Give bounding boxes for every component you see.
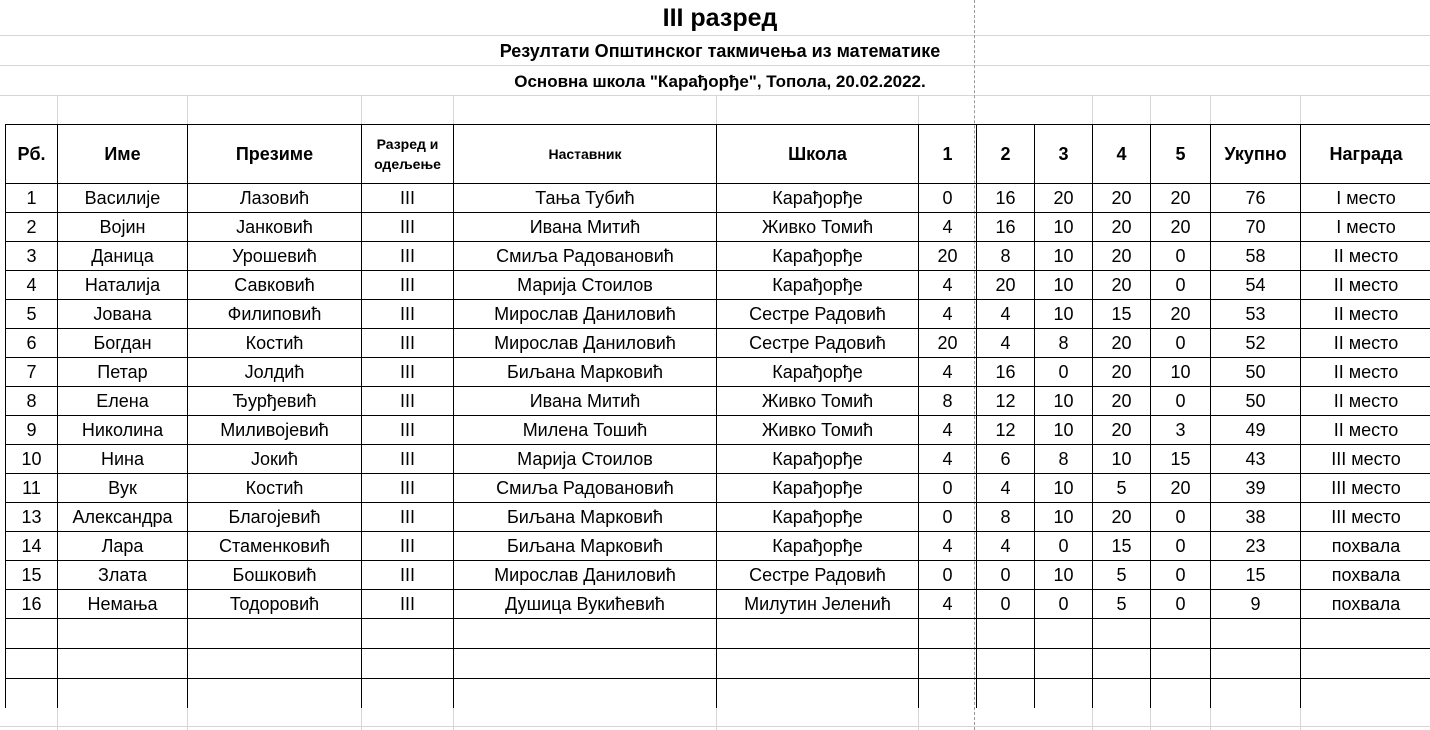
table-cell[interactable]: Душица Вукићевић — [454, 590, 717, 619]
table-cell[interactable]: 10 — [6, 445, 58, 474]
table-cell[interactable]: похвала — [1301, 532, 1430, 561]
table-cell[interactable]: 4 — [919, 213, 977, 242]
table-cell[interactable]: 10 — [1035, 474, 1093, 503]
table-cell[interactable]: Стаменковић — [188, 532, 362, 561]
empty-cell[interactable] — [1211, 679, 1301, 709]
table-cell[interactable]: 0 — [1151, 561, 1211, 590]
table-cell[interactable]: 16 — [977, 184, 1035, 213]
table-cell[interactable]: 0 — [977, 590, 1035, 619]
table-cell[interactable]: 11 — [6, 474, 58, 503]
table-cell[interactable]: Јована — [58, 300, 188, 329]
table-cell[interactable]: 8 — [977, 503, 1035, 532]
table-cell[interactable]: 20 — [1093, 416, 1151, 445]
table-cell[interactable]: Костић — [188, 474, 362, 503]
empty-cell[interactable] — [1151, 619, 1211, 649]
table-cell[interactable]: 1 — [6, 184, 58, 213]
header-cell[interactable]: 1 — [919, 125, 977, 184]
empty-cell[interactable] — [454, 679, 717, 709]
table-cell[interactable]: 52 — [1211, 329, 1301, 358]
table-cell[interactable]: Василије — [58, 184, 188, 213]
table-row — [6, 387, 1430, 416]
table-cell[interactable]: III место — [1301, 474, 1430, 503]
table-cell[interactable]: Марија Стоилов — [454, 445, 717, 474]
table-cell[interactable]: Биљана Марковић — [454, 503, 717, 532]
table-cell[interactable]: 0 — [1151, 329, 1211, 358]
header-cell[interactable]: Презиме — [188, 125, 362, 184]
table-cell[interactable]: Карађорђе — [717, 445, 919, 474]
table-row — [6, 358, 1430, 387]
table-cell[interactable]: Наталија — [58, 271, 188, 300]
table-cell[interactable]: III — [362, 300, 454, 329]
table-cell[interactable]: 0 — [1151, 532, 1211, 561]
table-cell[interactable]: Живко Томић — [717, 416, 919, 445]
table-cell[interactable]: 10 — [1151, 358, 1211, 387]
table-cell[interactable]: III — [362, 387, 454, 416]
table-cell[interactable]: 43 — [1211, 445, 1301, 474]
table-cell[interactable]: 4 — [919, 445, 977, 474]
table-cell[interactable]: 4 — [919, 416, 977, 445]
table-cell[interactable]: Живко Томић — [717, 387, 919, 416]
table-cell[interactable]: 39 — [1211, 474, 1301, 503]
table-row — [6, 445, 1430, 474]
table-cell[interactable]: 4 — [919, 532, 977, 561]
table-cell[interactable]: 6 — [977, 445, 1035, 474]
table-cell[interactable]: 0 — [1151, 271, 1211, 300]
table-cell[interactable]: Карађорђе — [717, 474, 919, 503]
table-row — [6, 503, 1430, 532]
table-row — [6, 213, 1430, 242]
table-cell[interactable]: 3 — [1151, 416, 1211, 445]
table-cell[interactable]: 20 — [1093, 213, 1151, 242]
table-cell[interactable]: 16 — [977, 213, 1035, 242]
table-cell[interactable]: Мирослав Даниловић — [454, 561, 717, 590]
table-cell[interactable]: Живко Томић — [717, 213, 919, 242]
table-cell[interactable]: 6 — [6, 329, 58, 358]
table-cell[interactable]: II место — [1301, 416, 1430, 445]
table-row — [6, 271, 1430, 300]
table-cell[interactable]: 2 — [6, 213, 58, 242]
table-cell[interactable]: 5 — [6, 300, 58, 329]
table-cell[interactable]: Тодоровић — [188, 590, 362, 619]
empty-cell[interactable] — [1211, 649, 1301, 679]
table-cell[interactable]: Биљана Марковић — [454, 532, 717, 561]
table-cell[interactable]: 9 — [1211, 590, 1301, 619]
table-cell[interactable]: III — [362, 271, 454, 300]
empty-cell[interactable] — [6, 679, 58, 709]
table-cell[interactable]: 10 — [1035, 271, 1093, 300]
venue-subtitle: Основна школа "Карађорђе", Топола, 20.02.2022. — [514, 72, 926, 91]
table-cell[interactable]: Карађорђе — [717, 503, 919, 532]
empty-cell[interactable] — [977, 679, 1035, 709]
empty-cell[interactable] — [977, 649, 1035, 679]
header-cell[interactable]: 3 — [1035, 125, 1093, 184]
table-cell[interactable]: 15 — [1151, 445, 1211, 474]
empty-cell[interactable] — [1151, 679, 1211, 709]
table-cell[interactable]: 49 — [1211, 416, 1301, 445]
empty-cell[interactable] — [362, 649, 454, 679]
table-cell[interactable]: похвала — [1301, 590, 1430, 619]
table-cell[interactable]: 10 — [1035, 242, 1093, 271]
table-cell[interactable]: Карађорђе — [717, 358, 919, 387]
table-cell[interactable]: 20 — [1151, 300, 1211, 329]
table-cell[interactable]: 20 — [1093, 329, 1151, 358]
table-cell[interactable]: Карађорђе — [717, 184, 919, 213]
table-cell[interactable]: 0 — [1151, 503, 1211, 532]
table-cell[interactable]: Карађорђе — [717, 532, 919, 561]
table-cell[interactable]: 20 — [1151, 474, 1211, 503]
empty-cell[interactable] — [1301, 679, 1430, 709]
table-cell[interactable]: 0 — [1035, 590, 1093, 619]
table-cell[interactable]: 50 — [1211, 387, 1301, 416]
table-cell[interactable]: II место — [1301, 242, 1430, 271]
table-cell[interactable]: Сестре Радовић — [717, 300, 919, 329]
empty-cell[interactable] — [919, 679, 977, 709]
table-cell[interactable]: Николина — [58, 416, 188, 445]
table-cell[interactable]: 20 — [1093, 242, 1151, 271]
table-cell[interactable]: 53 — [1211, 300, 1301, 329]
table-cell[interactable]: Немања — [58, 590, 188, 619]
empty-cell[interactable] — [6, 619, 58, 649]
table-cell[interactable]: Бошковић — [188, 561, 362, 590]
table-cell[interactable]: III — [362, 474, 454, 503]
table-cell[interactable]: Вук — [58, 474, 188, 503]
table-cell[interactable]: Јолдић — [188, 358, 362, 387]
empty-row — [6, 619, 1430, 649]
empty-cell[interactable] — [362, 679, 454, 709]
table-cell[interactable]: 14 — [6, 532, 58, 561]
table-cell[interactable]: Лазовић — [188, 184, 362, 213]
table-cell[interactable]: 8 — [1035, 445, 1093, 474]
empty-row — [6, 649, 1430, 679]
table-cell[interactable]: 20 — [1151, 184, 1211, 213]
table-cell[interactable]: Биљана Марковић — [454, 358, 717, 387]
empty-cell[interactable] — [454, 649, 717, 679]
table-cell[interactable]: Сестре Радовић — [717, 329, 919, 358]
table-cell[interactable]: 5 — [1093, 561, 1151, 590]
table-cell[interactable]: 0 — [919, 561, 977, 590]
table-cell[interactable]: III — [362, 445, 454, 474]
table-cell[interactable]: Елена — [58, 387, 188, 416]
table-cell[interactable]: Мирослав Даниловић — [454, 329, 717, 358]
table-cell[interactable]: Карађорђе — [717, 242, 919, 271]
table-cell[interactable]: 54 — [1211, 271, 1301, 300]
table-cell[interactable]: 38 — [1211, 503, 1301, 532]
table-cell[interactable]: III — [362, 329, 454, 358]
empty-cell[interactable] — [1301, 649, 1430, 679]
table-cell[interactable]: 10 — [1093, 445, 1151, 474]
table-cell[interactable]: Сестре Радовић — [717, 561, 919, 590]
empty-cell[interactable] — [1151, 649, 1211, 679]
empty-cell[interactable] — [1093, 679, 1151, 709]
table-cell[interactable]: 0 — [919, 184, 977, 213]
table-cell[interactable]: 50 — [1211, 358, 1301, 387]
table-cell[interactable]: 15 — [1093, 300, 1151, 329]
table-cell[interactable]: 20 — [919, 242, 977, 271]
table-cell[interactable]: 10 — [1035, 561, 1093, 590]
table-cell[interactable]: 20 — [1093, 358, 1151, 387]
table-cell[interactable]: 10 — [1035, 416, 1093, 445]
table-cell[interactable]: 4 — [919, 271, 977, 300]
table-cell[interactable]: Тања Тубић — [454, 184, 717, 213]
empty-row — [6, 679, 1430, 709]
table-cell[interactable]: 0 — [1151, 590, 1211, 619]
empty-cell[interactable] — [919, 619, 977, 649]
empty-cell[interactable] — [1035, 619, 1093, 649]
table-cell[interactable]: 4 — [6, 271, 58, 300]
header-cell[interactable]: Рб. — [6, 125, 58, 184]
table-cell[interactable]: 0 — [1151, 242, 1211, 271]
competition-title: Резултати Општинског такмичења из математике — [499, 41, 941, 61]
empty-cell[interactable] — [1211, 619, 1301, 649]
table-cell[interactable]: Милутин Јеленић — [717, 590, 919, 619]
table-cell[interactable]: 70 — [1211, 213, 1301, 242]
table-cell[interactable]: III — [362, 503, 454, 532]
table-cell[interactable]: 5 — [1093, 590, 1151, 619]
table-cell[interactable]: Смиља Радовановић — [454, 242, 717, 271]
table-cell[interactable]: 0 — [919, 474, 977, 503]
empty-cell[interactable] — [1301, 619, 1430, 649]
table-cell[interactable]: III место — [1301, 445, 1430, 474]
table-cell[interactable]: Нина — [58, 445, 188, 474]
table-cell[interactable]: 15 — [1093, 532, 1151, 561]
empty-cell[interactable] — [1035, 649, 1093, 679]
table-cell[interactable]: 15 — [6, 561, 58, 590]
table-cell[interactable]: Благојевић — [188, 503, 362, 532]
header-row — [6, 125, 1430, 184]
empty-cell[interactable] — [188, 649, 362, 679]
table-cell[interactable]: Милена Тошић — [454, 416, 717, 445]
empty-cell[interactable] — [1093, 619, 1151, 649]
header-cell[interactable]: Разред и одељење — [362, 125, 454, 184]
empty-cell[interactable] — [1035, 679, 1093, 709]
table-cell[interactable]: 20 — [1093, 503, 1151, 532]
table-cell[interactable]: 7 — [6, 358, 58, 387]
table-cell[interactable]: III — [362, 184, 454, 213]
table-cell[interactable]: 20 — [977, 271, 1035, 300]
table-cell[interactable]: 0 — [919, 503, 977, 532]
table-row — [6, 590, 1430, 619]
table-cell[interactable]: 4 — [977, 300, 1035, 329]
table-cell[interactable]: III — [362, 242, 454, 271]
empty-cell[interactable] — [58, 649, 188, 679]
empty-cell[interactable] — [188, 619, 362, 649]
table-cell[interactable]: Ивана Митић — [454, 213, 717, 242]
table-cell[interactable]: III — [362, 358, 454, 387]
table-cell[interactable]: похвала — [1301, 561, 1430, 590]
table-row — [6, 184, 1430, 213]
table-cell[interactable]: 12 — [977, 416, 1035, 445]
table-cell[interactable]: 4 — [919, 590, 977, 619]
table-cell[interactable]: 0 — [1151, 387, 1211, 416]
table-cell[interactable]: 8 — [6, 387, 58, 416]
table-cell[interactable]: III место — [1301, 503, 1430, 532]
table-cell[interactable]: 58 — [1211, 242, 1301, 271]
header-cell[interactable]: Школа — [717, 125, 919, 184]
header-cell[interactable]: Наставник — [454, 125, 717, 184]
table-cell[interactable]: 8 — [919, 387, 977, 416]
table-cell[interactable]: 20 — [919, 329, 977, 358]
grade-title: III разред — [662, 4, 778, 32]
table-cell[interactable]: Лара — [58, 532, 188, 561]
table-row — [6, 416, 1430, 445]
table-cell[interactable]: 16 — [977, 358, 1035, 387]
empty-cell[interactable] — [362, 619, 454, 649]
empty-cell[interactable] — [717, 649, 919, 679]
empty-cell[interactable] — [58, 679, 188, 709]
table-cell[interactable]: 0 — [977, 561, 1035, 590]
table-cell[interactable]: III — [362, 416, 454, 445]
table-cell[interactable]: 10 — [1035, 213, 1093, 242]
table-cell[interactable]: 20 — [1093, 387, 1151, 416]
table-cell[interactable]: 8 — [977, 242, 1035, 271]
table-cell[interactable]: 4 — [977, 474, 1035, 503]
table-cell[interactable]: Костић — [188, 329, 362, 358]
table-cell[interactable]: I место — [1301, 184, 1430, 213]
table-row — [6, 329, 1430, 358]
header-cell[interactable]: Укупно — [1211, 125, 1301, 184]
table-cell[interactable]: 13 — [6, 503, 58, 532]
header-cell[interactable]: 4 — [1093, 125, 1151, 184]
empty-cell[interactable] — [6, 649, 58, 679]
table-cell[interactable]: III — [362, 213, 454, 242]
table-cell[interactable]: 4 — [977, 532, 1035, 561]
table-cell[interactable]: Александра — [58, 503, 188, 532]
table-cell[interactable]: Филиповић — [188, 300, 362, 329]
table-cell[interactable]: Смиља Радовановић — [454, 474, 717, 503]
table-cell[interactable]: 20 — [1151, 213, 1211, 242]
table-cell[interactable]: III — [362, 561, 454, 590]
table-cell[interactable]: 9 — [6, 416, 58, 445]
table-cell[interactable]: 5 — [1093, 474, 1151, 503]
table-cell[interactable]: Миливојевић — [188, 416, 362, 445]
table-cell[interactable]: Јанковић — [188, 213, 362, 242]
table-cell[interactable]: 4 — [977, 329, 1035, 358]
table-cell[interactable]: Ивана Митић — [454, 387, 717, 416]
table-cell[interactable]: 0 — [1035, 358, 1093, 387]
table-cell[interactable]: 8 — [1035, 329, 1093, 358]
table-cell[interactable]: I место — [1301, 213, 1430, 242]
header-cell[interactable]: 5 — [1151, 125, 1211, 184]
table-cell[interactable]: Даница — [58, 242, 188, 271]
table-cell[interactable]: 15 — [1211, 561, 1301, 590]
empty-cell[interactable] — [454, 619, 717, 649]
table-row — [6, 474, 1430, 503]
table-cell[interactable]: 4 — [919, 358, 977, 387]
empty-cell[interactable] — [58, 619, 188, 649]
table-cell[interactable]: 4 — [919, 300, 977, 329]
table-row — [6, 561, 1430, 590]
table-cell[interactable]: Карађорђе — [717, 271, 919, 300]
table-cell[interactable]: 20 — [1093, 184, 1151, 213]
empty-cell[interactable] — [717, 679, 919, 709]
empty-cell[interactable] — [919, 649, 977, 679]
table-row — [6, 532, 1430, 561]
table-cell[interactable]: 20 — [1093, 271, 1151, 300]
table-cell[interactable]: III — [362, 532, 454, 561]
table-cell[interactable]: Злата — [58, 561, 188, 590]
table-cell[interactable]: 10 — [1035, 387, 1093, 416]
table-cell[interactable]: 3 — [6, 242, 58, 271]
table-cell[interactable]: 20 — [1035, 184, 1093, 213]
table-cell[interactable]: Мирослав Даниловић — [454, 300, 717, 329]
table-cell[interactable]: 10 — [1035, 503, 1093, 532]
table-cell[interactable]: II место — [1301, 329, 1430, 358]
table-cell[interactable]: Петар — [58, 358, 188, 387]
table-cell[interactable]: Марија Стоилов — [454, 271, 717, 300]
table-cell[interactable]: Богдан — [58, 329, 188, 358]
table-cell[interactable]: II место — [1301, 358, 1430, 387]
table-row — [6, 242, 1430, 271]
empty-cell[interactable] — [977, 619, 1035, 649]
table-cell[interactable]: 0 — [1035, 532, 1093, 561]
table-cell[interactable]: Јокић — [188, 445, 362, 474]
table-row — [6, 300, 1430, 329]
table-cell[interactable]: Ђурђевић — [188, 387, 362, 416]
table-cell[interactable]: 12 — [977, 387, 1035, 416]
header-cell[interactable]: Име — [58, 125, 188, 184]
empty-cell[interactable] — [1093, 649, 1151, 679]
table-cell[interactable]: Војин — [58, 213, 188, 242]
table-cell[interactable]: III — [362, 590, 454, 619]
results-table — [5, 124, 1430, 708]
table-cell[interactable]: II место — [1301, 387, 1430, 416]
table-cell[interactable]: 10 — [1035, 300, 1093, 329]
table-cell[interactable]: 23 — [1211, 532, 1301, 561]
header-cell[interactable]: Награда — [1301, 125, 1430, 184]
table-cell[interactable]: II место — [1301, 271, 1430, 300]
table-cell[interactable]: 16 — [6, 590, 58, 619]
table-cell[interactable]: II место — [1301, 300, 1430, 329]
empty-cell[interactable] — [717, 619, 919, 649]
table-cell[interactable]: Савковић — [188, 271, 362, 300]
table-cell[interactable]: Урошевић — [188, 242, 362, 271]
empty-cell[interactable] — [188, 679, 362, 709]
table-cell[interactable]: 76 — [1211, 184, 1301, 213]
header-cell[interactable]: 2 — [977, 125, 1035, 184]
